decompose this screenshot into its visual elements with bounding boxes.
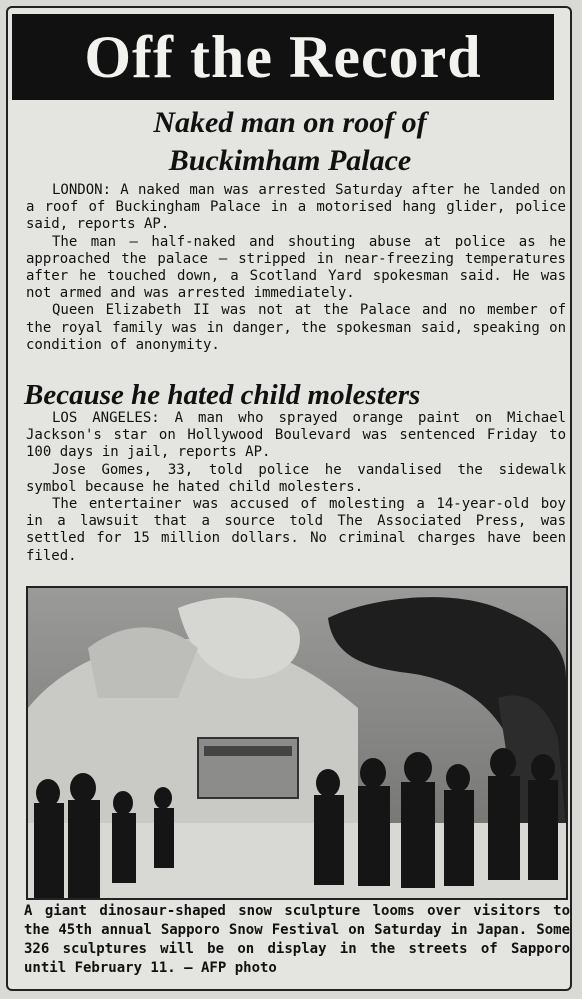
snow-sculpture-photo bbox=[26, 586, 568, 900]
article-paragraph: LONDON: A naked man was arrested Saturday after he landed on a roof of Buckingham Palace in a motorised hang glider, police said, reports AP. bbox=[26, 182, 566, 233]
article-michael-jackson-star bbox=[26, 410, 566, 565]
photo-caption bbox=[24, 902, 570, 978]
article-paragraph: The man — half-naked and shouting abuse at police as he approached the palace — stripped in near-freezing temperatures after he touched down, a Scotland Yard spokesman said. He was not armed and was arrested immediately. bbox=[26, 233, 566, 302]
masthead bbox=[12, 14, 554, 100]
article-paragraph: LOS ANGELES: A man who sprayed orange paint on Michael Jackson's star on Hollywood Boulevard was sentenced Friday to 100 days in jail, reports AP. bbox=[26, 410, 566, 461]
article-paragraph: Jose Gomes, 33, told police he vandalised the sidewalk symbol because he hated child molesters. bbox=[26, 461, 566, 495]
headline-line-2: Buckimham Palace bbox=[168, 144, 412, 177]
article-paragraph: Queen Elizabeth II was not at the Palace and no member of the royal family was in danger, the spokesman said, speaking on condition of anonymity. bbox=[26, 302, 566, 353]
article-naked-man bbox=[26, 182, 566, 354]
article-paragraph: The entertainer was accused of molesting a 14-year-old boy in a lawsuit that a source told The Associated Press, was settled for 15 million dollars. No criminal charges have been filed. bbox=[26, 496, 566, 564]
photo-caption-text: A giant dinosaur-shaped snow sculpture looms over visitors to the 45th annual Sapporo Snow Festival on Saturday in Japan. Some 326 sculptures will be on display in the streets of Sapporo until February 11. — AFP photo bbox=[24, 903, 570, 976]
headline-naked-man bbox=[20, 104, 560, 180]
photo-illustration bbox=[28, 588, 566, 898]
headline-line-1: Naked man on roof of bbox=[153, 106, 427, 139]
masthead-title: Off the Record bbox=[84, 24, 482, 90]
headline-child-molesters: Because he hated child molesters bbox=[24, 379, 421, 411]
